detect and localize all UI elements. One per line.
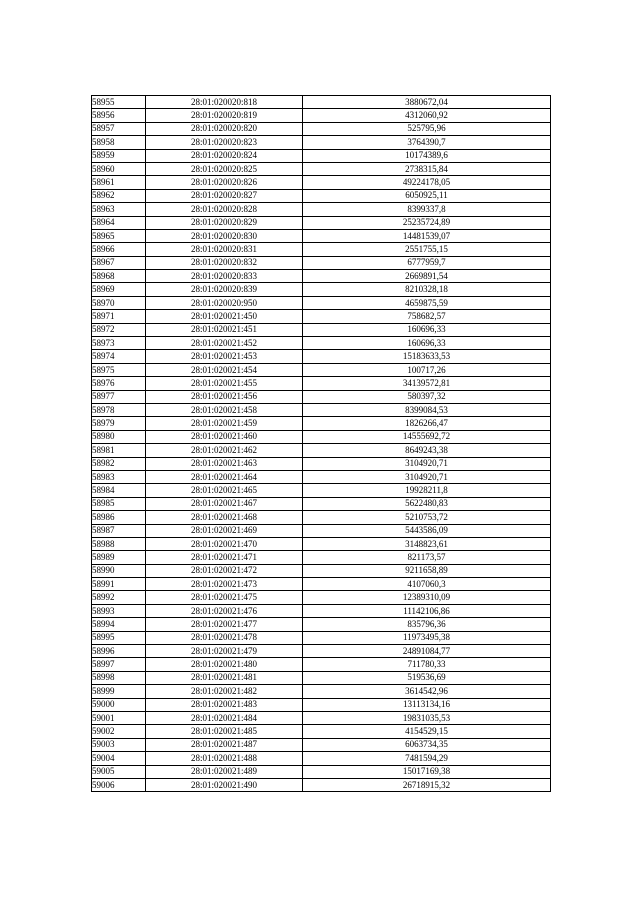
cadastral-number-cell: 28:01:020021:450 xyxy=(146,310,303,323)
table-row xyxy=(92,537,551,550)
table-row xyxy=(92,457,551,470)
cadastral-value-cell: 11142106,86 xyxy=(303,604,551,617)
cadastral-number-cell: 28:01:020021:464 xyxy=(146,470,303,483)
table-row xyxy=(92,711,551,724)
row-number-cell: 58979 xyxy=(92,417,146,430)
cadastral-value-cell: 6777959,7 xyxy=(303,256,551,269)
cadastral-number-cell: 28:01:020020:830 xyxy=(146,229,303,242)
cadastral-number-cell: 28:01:020021:485 xyxy=(146,725,303,738)
row-number-cell: 58997 xyxy=(92,658,146,671)
row-number-cell: 58985 xyxy=(92,497,146,510)
cadastral-value-cell: 2551755,15 xyxy=(303,243,551,256)
row-number-cell: 58998 xyxy=(92,671,146,684)
table-row xyxy=(92,403,551,416)
cadastral-value-cell: 5443586,09 xyxy=(303,524,551,537)
cadastral-number-cell: 28:01:020020:820 xyxy=(146,122,303,135)
cadastral-value-cell: 4154529,15 xyxy=(303,725,551,738)
table-row xyxy=(92,645,551,658)
cadastral-number-cell: 28:01:020021:452 xyxy=(146,337,303,350)
cadastral-number-cell: 28:01:020021:467 xyxy=(146,497,303,510)
cadastral-value-cell: 821173,57 xyxy=(303,551,551,564)
row-number-cell: 58973 xyxy=(92,337,146,350)
table-row xyxy=(92,511,551,524)
row-number-cell: 59001 xyxy=(92,711,146,724)
cadastral-number-cell: 28:01:020021:482 xyxy=(146,685,303,698)
row-number-cell: 58995 xyxy=(92,631,146,644)
cadastral-value-cell: 3614542,96 xyxy=(303,685,551,698)
cadastral-value-cell: 6050925,11 xyxy=(303,189,551,202)
cadastral-number-cell: 28:01:020021:481 xyxy=(146,671,303,684)
cadastral-number-cell: 28:01:020021:476 xyxy=(146,604,303,617)
cadastral-value-cell: 10174389,6 xyxy=(303,149,551,162)
cadastral-number-cell: 28:01:020020:825 xyxy=(146,162,303,175)
cadastral-number-cell: 28:01:020021:468 xyxy=(146,511,303,524)
table-row xyxy=(92,256,551,269)
row-number-cell: 58994 xyxy=(92,618,146,631)
table-row xyxy=(92,162,551,175)
cadastral-number-cell: 28:01:020021:477 xyxy=(146,618,303,631)
cadastral-value-cell: 19928211,8 xyxy=(303,484,551,497)
table-row xyxy=(92,323,551,336)
cadastral-number-cell: 28:01:020021:456 xyxy=(146,390,303,403)
cadastral-number-cell: 28:01:020020:819 xyxy=(146,109,303,122)
row-number-cell: 58999 xyxy=(92,685,146,698)
row-number-cell: 58965 xyxy=(92,229,146,242)
table-row xyxy=(92,96,551,109)
cadastral-value-cell: 100717,26 xyxy=(303,363,551,376)
row-number-cell: 58976 xyxy=(92,377,146,390)
cadastral-number-cell: 28:01:020020:833 xyxy=(146,270,303,283)
cadastral-number-cell: 28:01:020020:827 xyxy=(146,189,303,202)
row-number-cell: 58957 xyxy=(92,122,146,135)
table-row xyxy=(92,176,551,189)
cadastral-number-cell: 28:01:020020:826 xyxy=(146,176,303,189)
row-number-cell: 58983 xyxy=(92,470,146,483)
cadastral-number-cell: 28:01:020021:475 xyxy=(146,591,303,604)
cadastral-value-cell: 12389310,09 xyxy=(303,591,551,604)
cadastral-value-cell: 3764390,7 xyxy=(303,136,551,149)
table-row xyxy=(92,618,551,631)
row-number-cell: 58962 xyxy=(92,189,146,202)
row-number-cell: 58974 xyxy=(92,350,146,363)
table-row xyxy=(92,390,551,403)
cadastral-value-cell: 15017169,38 xyxy=(303,765,551,778)
cadastral-value-cell: 3104920,71 xyxy=(303,470,551,483)
table-body xyxy=(92,96,551,792)
cadastral-number-cell: 28:01:020021:478 xyxy=(146,631,303,644)
row-number-cell: 58975 xyxy=(92,363,146,376)
table-row xyxy=(92,685,551,698)
cadastral-number-cell: 28:01:020021:470 xyxy=(146,537,303,550)
row-number-cell: 59002 xyxy=(92,725,146,738)
cadastral-value-cell: 15183633,53 xyxy=(303,350,551,363)
row-number-cell: 58981 xyxy=(92,444,146,457)
table-row xyxy=(92,484,551,497)
table-row xyxy=(92,350,551,363)
row-number-cell: 58964 xyxy=(92,216,146,229)
table-row xyxy=(92,229,551,242)
cadastral-number-cell: 28:01:020020:839 xyxy=(146,283,303,296)
cadastral-number-cell: 28:01:020021:489 xyxy=(146,765,303,778)
table-row xyxy=(92,604,551,617)
cadastral-number-cell: 28:01:020021:463 xyxy=(146,457,303,470)
cadastral-value-cell: 4312060,92 xyxy=(303,109,551,122)
cadastral-number-cell: 28:01:020021:469 xyxy=(146,524,303,537)
table-row xyxy=(92,243,551,256)
cadastral-value-cell: 34139572,81 xyxy=(303,377,551,390)
cadastral-value-cell: 160696,33 xyxy=(303,337,551,350)
cadastral-value-cell: 5622480,83 xyxy=(303,497,551,510)
table-row xyxy=(92,444,551,457)
table-row xyxy=(92,631,551,644)
cadastral-number-cell: 28:01:020021:488 xyxy=(146,752,303,765)
cadastral-value-cell: 8210328,18 xyxy=(303,283,551,296)
table-row xyxy=(92,430,551,443)
cadastral-value-cell: 2669891,54 xyxy=(303,270,551,283)
cadastral-value-cell: 19831035,53 xyxy=(303,711,551,724)
cadastral-value-cell: 6063734,35 xyxy=(303,738,551,751)
row-number-cell: 58958 xyxy=(92,136,146,149)
cadastral-number-cell: 28:01:020021:459 xyxy=(146,417,303,430)
cadastral-value-cell: 11973495,38 xyxy=(303,631,551,644)
table-row xyxy=(92,216,551,229)
row-number-cell: 58955 xyxy=(92,96,146,109)
row-number-cell: 58996 xyxy=(92,645,146,658)
table-row xyxy=(92,752,551,765)
row-number-cell: 58961 xyxy=(92,176,146,189)
cadastral-value-cell: 3880672,04 xyxy=(303,96,551,109)
cadastral-number-cell: 28:01:020021:465 xyxy=(146,484,303,497)
row-number-cell: 58989 xyxy=(92,551,146,564)
cadastral-value-cell: 9211658,89 xyxy=(303,564,551,577)
cadastral-value-cell: 24891084,77 xyxy=(303,645,551,658)
cadastral-value-cell: 3104920,71 xyxy=(303,457,551,470)
row-number-cell: 58971 xyxy=(92,310,146,323)
table-row xyxy=(92,778,551,791)
table-row xyxy=(92,270,551,283)
cadastral-value-cell: 14481539,07 xyxy=(303,229,551,242)
cadastral-number-cell: 28:01:020020:829 xyxy=(146,216,303,229)
cadastral-number-cell: 28:01:020021:480 xyxy=(146,658,303,671)
row-number-cell: 59005 xyxy=(92,765,146,778)
table-row xyxy=(92,698,551,711)
cadastral-number-cell: 28:01:020020:832 xyxy=(146,256,303,269)
row-number-cell: 58991 xyxy=(92,578,146,591)
cadastral-number-cell: 28:01:020021:487 xyxy=(146,738,303,751)
cadastral-value-cell: 25235724,89 xyxy=(303,216,551,229)
cadastral-value-cell: 14555692,72 xyxy=(303,430,551,443)
cadastral-number-cell: 28:01:020021:455 xyxy=(146,377,303,390)
cadastral-number-cell: 28:01:020020:824 xyxy=(146,149,303,162)
table-row xyxy=(92,578,551,591)
cadastral-number-cell: 28:01:020021:473 xyxy=(146,578,303,591)
row-number-cell: 58963 xyxy=(92,203,146,216)
cadastral-value-cell: 519536,69 xyxy=(303,671,551,684)
row-number-cell: 58982 xyxy=(92,457,146,470)
table-row xyxy=(92,136,551,149)
row-number-cell: 58984 xyxy=(92,484,146,497)
cadastral-number-cell: 28:01:020021:490 xyxy=(146,778,303,791)
table-row xyxy=(92,524,551,537)
row-number-cell: 58986 xyxy=(92,511,146,524)
cadastral-value-cell: 13113134,16 xyxy=(303,698,551,711)
cadastral-value-cell: 8649243,38 xyxy=(303,444,551,457)
cadastral-number-cell: 28:01:020021:453 xyxy=(146,350,303,363)
cadastral-value-cell: 525795,96 xyxy=(303,122,551,135)
cadastral-value-table xyxy=(91,95,551,792)
row-number-cell: 59006 xyxy=(92,778,146,791)
row-number-cell: 58972 xyxy=(92,323,146,336)
cadastral-number-cell: 28:01:020021:454 xyxy=(146,363,303,376)
table-row xyxy=(92,189,551,202)
cadastral-value-cell: 758682,57 xyxy=(303,310,551,323)
cadastral-number-cell: 28:01:020021:479 xyxy=(146,645,303,658)
table-row xyxy=(92,551,551,564)
cadastral-value-cell: 2738315,84 xyxy=(303,162,551,175)
row-number-cell: 58977 xyxy=(92,390,146,403)
cadastral-value-cell: 160696,33 xyxy=(303,323,551,336)
cadastral-number-cell: 28:01:020020:950 xyxy=(146,296,303,309)
table-row xyxy=(92,283,551,296)
cadastral-value-cell: 26718915,32 xyxy=(303,778,551,791)
cadastral-number-cell: 28:01:020021:451 xyxy=(146,323,303,336)
cadastral-number-cell: 28:01:020021:460 xyxy=(146,430,303,443)
table-row xyxy=(92,591,551,604)
cadastral-number-cell: 28:01:020021:458 xyxy=(146,403,303,416)
cadastral-value-cell: 4659875,59 xyxy=(303,296,551,309)
cadastral-number-cell: 28:01:020021:483 xyxy=(146,698,303,711)
cadastral-number-cell: 28:01:020020:818 xyxy=(146,96,303,109)
row-number-cell: 58960 xyxy=(92,162,146,175)
cadastral-value-cell: 5210753,72 xyxy=(303,511,551,524)
table-row xyxy=(92,417,551,430)
cadastral-number-cell: 28:01:020021:462 xyxy=(146,444,303,457)
row-number-cell: 58980 xyxy=(92,430,146,443)
row-number-cell: 58970 xyxy=(92,296,146,309)
table-row xyxy=(92,470,551,483)
row-number-cell: 58966 xyxy=(92,243,146,256)
row-number-cell: 58959 xyxy=(92,149,146,162)
table-row xyxy=(92,109,551,122)
table-row xyxy=(92,738,551,751)
row-number-cell: 58992 xyxy=(92,591,146,604)
cadastral-value-cell: 1826266,47 xyxy=(303,417,551,430)
table-row xyxy=(92,564,551,577)
row-number-cell: 59000 xyxy=(92,698,146,711)
row-number-cell: 58969 xyxy=(92,283,146,296)
cadastral-number-cell: 28:01:020021:471 xyxy=(146,551,303,564)
cadastral-value-cell: 4107060,3 xyxy=(303,578,551,591)
cadastral-number-cell: 28:01:020020:823 xyxy=(146,136,303,149)
row-number-cell: 58993 xyxy=(92,604,146,617)
cadastral-value-cell: 835796,36 xyxy=(303,618,551,631)
table-row xyxy=(92,203,551,216)
table-row xyxy=(92,337,551,350)
row-number-cell: 58990 xyxy=(92,564,146,577)
cadastral-number-cell: 28:01:020021:472 xyxy=(146,564,303,577)
row-number-cell: 58988 xyxy=(92,537,146,550)
cadastral-value-cell: 49224178,05 xyxy=(303,176,551,189)
row-number-cell: 59003 xyxy=(92,738,146,751)
table-row xyxy=(92,377,551,390)
row-number-cell: 58968 xyxy=(92,270,146,283)
cadastral-value-cell: 3148823,61 xyxy=(303,537,551,550)
row-number-cell: 58978 xyxy=(92,403,146,416)
cadastral-number-cell: 28:01:020021:484 xyxy=(146,711,303,724)
cadastral-value-cell: 8399337,8 xyxy=(303,203,551,216)
cadastral-number-cell: 28:01:020020:831 xyxy=(146,243,303,256)
cadastral-value-cell: 711780,33 xyxy=(303,658,551,671)
row-number-cell: 58967 xyxy=(92,256,146,269)
table-row xyxy=(92,310,551,323)
table-row xyxy=(92,296,551,309)
table-row xyxy=(92,725,551,738)
table-row xyxy=(92,765,551,778)
table-row xyxy=(92,122,551,135)
row-number-cell: 58956 xyxy=(92,109,146,122)
table-row xyxy=(92,149,551,162)
cadastral-value-cell: 580397,32 xyxy=(303,390,551,403)
table-row xyxy=(92,497,551,510)
cadastral-value-cell: 8399084,53 xyxy=(303,403,551,416)
row-number-cell: 58987 xyxy=(92,524,146,537)
cadastral-value-cell: 7481594,29 xyxy=(303,752,551,765)
table-row xyxy=(92,671,551,684)
table-row xyxy=(92,363,551,376)
cadastral-number-cell: 28:01:020020:828 xyxy=(146,203,303,216)
table-row xyxy=(92,658,551,671)
row-number-cell: 59004 xyxy=(92,752,146,765)
